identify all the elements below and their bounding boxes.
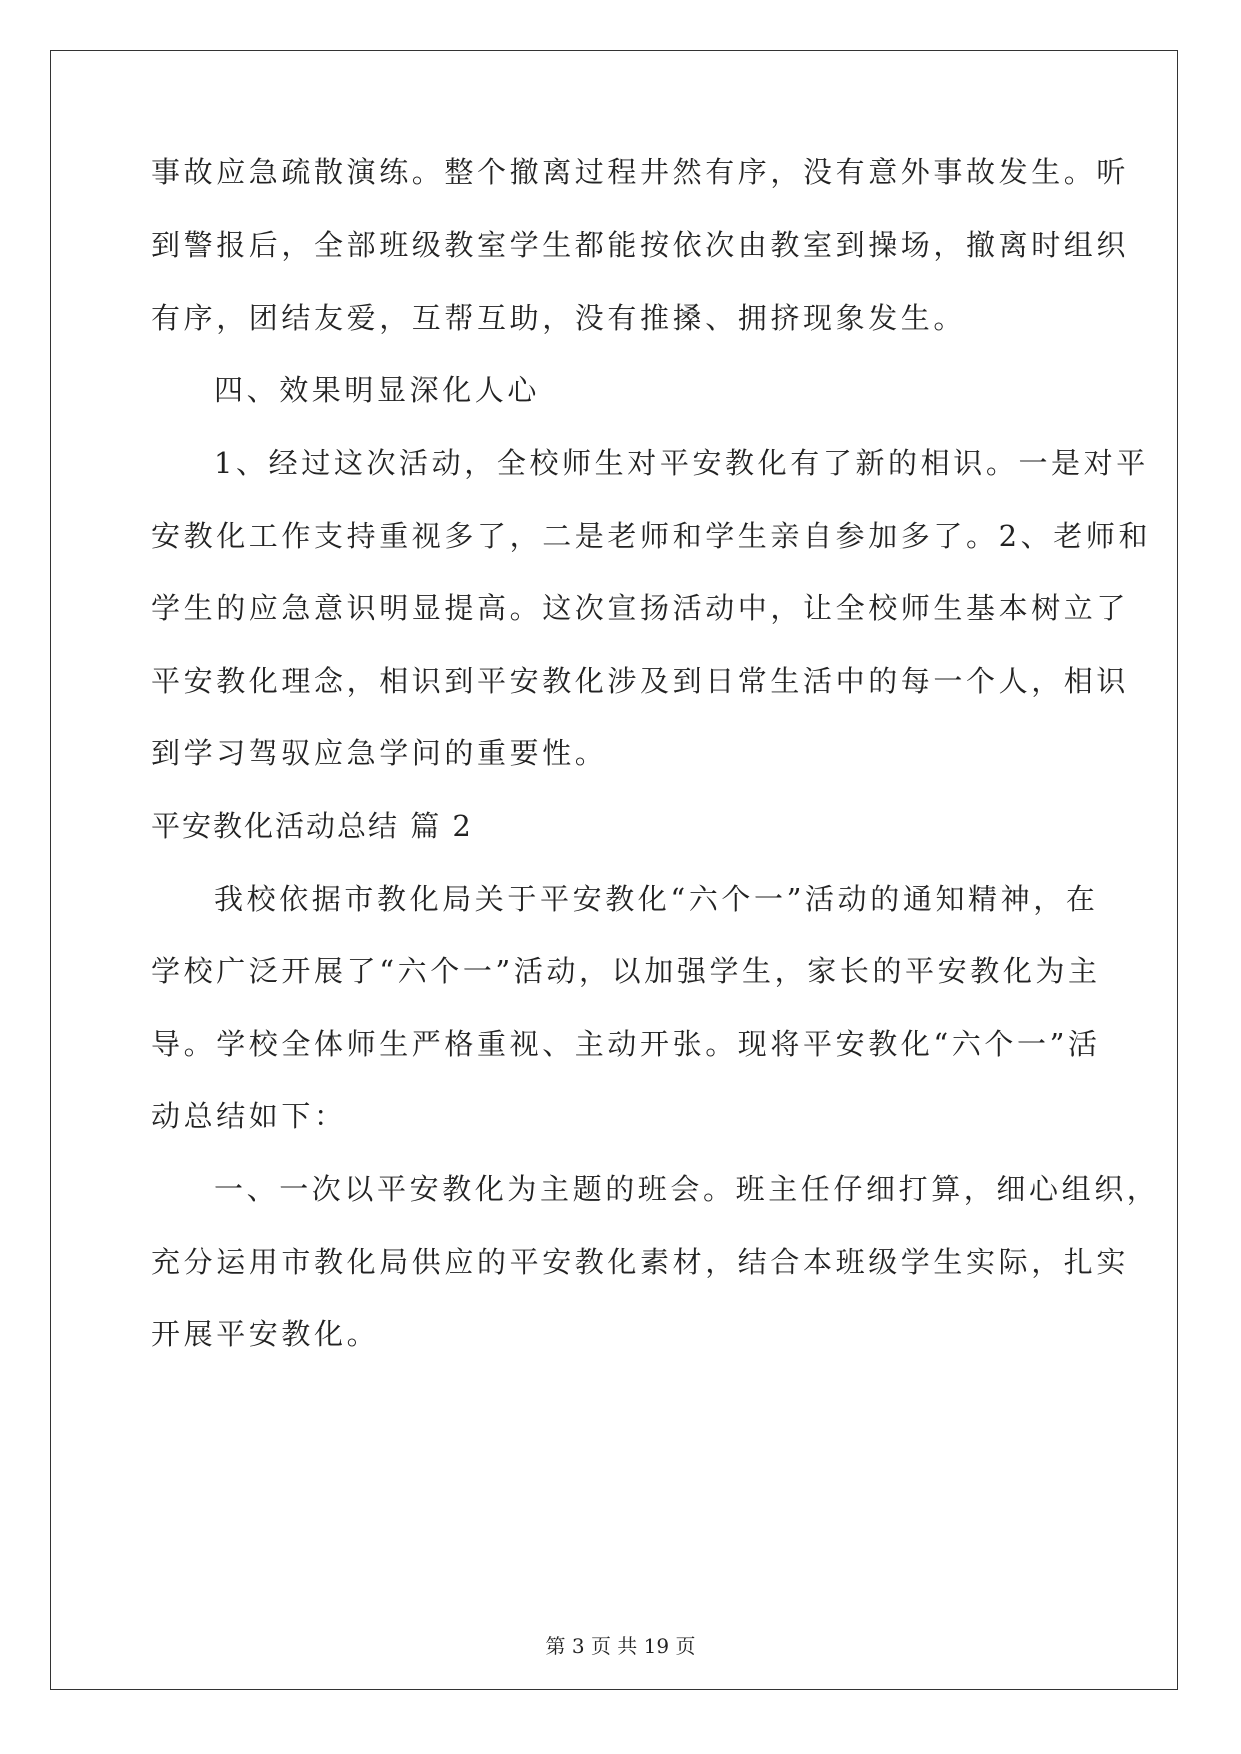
paragraph-line: 事故应急疏散演练。整个撤离过程井然有序，没有意外事故发生。听 [151,155,1130,189]
paragraph-line: 到学习驾驭应急学问的重要性。 [151,736,608,770]
paragraph-line: 学校广泛开展了“六个一”活动，以加强学生，家长的平安教化为主 [151,954,1101,988]
page-border [50,50,1178,1690]
paragraph-line: 我校依据市教化局关于平安教化“六个一”活动的通知精神，在 [214,882,1099,916]
paragraph-line: 一、一次以平安教化为主题的班会。班主任仔细打算，细心组织， [214,1172,1160,1206]
paragraph-line: 安教化工作支持重视多了，二是老师和学生亲自参加多了。2、老师和 [151,519,1152,553]
page-number-footer: 第 3 页 共 19 页 [545,1634,696,1658]
paragraph-line: 动总结如下： [151,1099,347,1133]
paragraph-line: 到警报后，全部班级教室学生都能按依次由教室到操场，撤离时组织 [151,228,1130,262]
paragraph-line: 1、经过这次活动，全校师生对平安教化有了新的相识。一是对平 [214,446,1149,480]
paragraph-line: 学生的应急意识明显提高。这次宣扬活动中，让全校师生基本树立了 [151,591,1130,625]
paragraph-line: 充分运用市教化局供应的平安教化素材，结合本班级学生实际，扎实 [151,1245,1130,1279]
paragraph-line: 有序，团结友爱，互帮互助，没有推搡、拥挤现象发生。 [151,301,967,335]
paragraph-line: 导。学校全体师生严格重视、主动开张。现将平安教化“六个一”活 [151,1027,1101,1061]
paragraph-line: 开展平安教化。 [151,1317,380,1351]
section-heading: 四、效果明显深化人心 [214,373,541,407]
paragraph-line: 平安教化理念，相识到平安教化涉及到日常生活中的每一个人，相识 [151,664,1130,698]
article-title: 平安教化活动总结 篇 2 [151,809,473,843]
